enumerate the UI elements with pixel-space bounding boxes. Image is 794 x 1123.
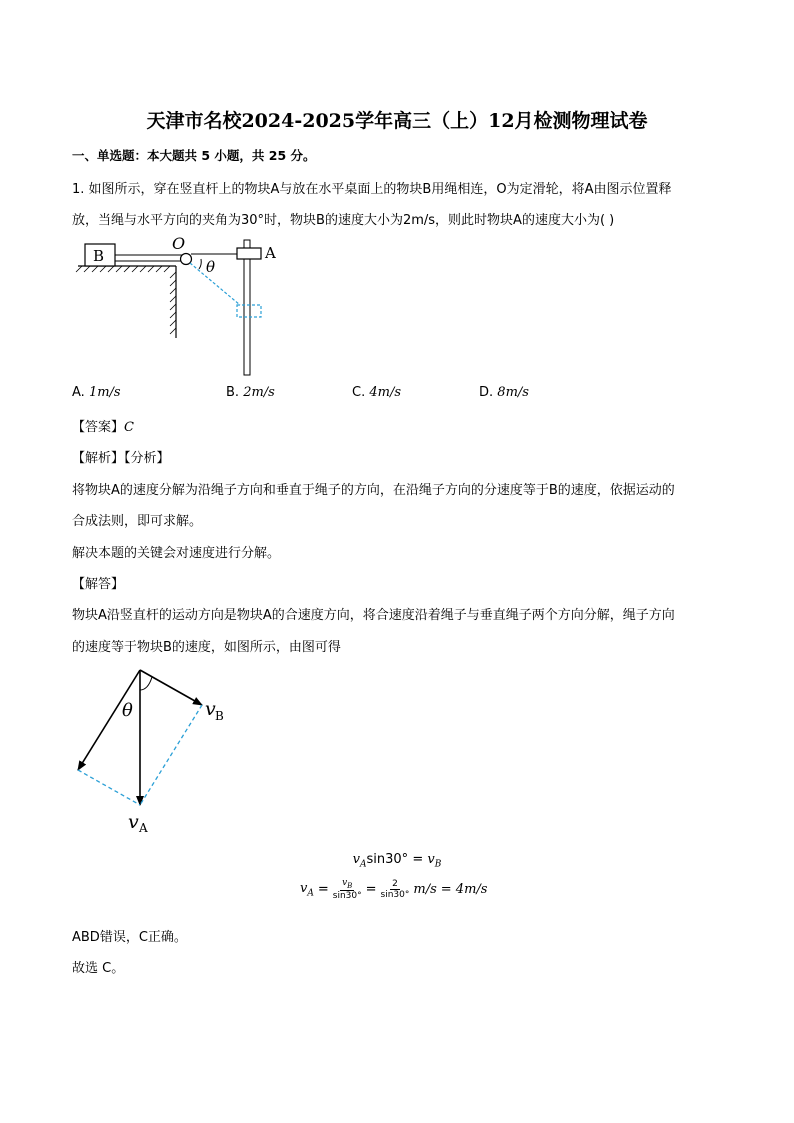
conclusion-line-1: ABD错误，C正确。: [72, 930, 187, 945]
theta-label: θ: [122, 700, 133, 721]
option-a-value: 1m/s: [88, 385, 121, 400]
solution-heading: 【解答】: [72, 577, 125, 592]
option-d-value: 8m/s: [497, 385, 529, 400]
va-subscript: A: [139, 821, 148, 835]
page-title: 天津市名校2024-2025学年高三（上）12月检测物理试卷: [146, 110, 648, 132]
analysis-line-3: 解决本题的关键会对速度进行分解。: [72, 546, 281, 561]
solution-line-1: 物块A沿竖直杆的运动方向是物块A的合速度方向，将合速度沿着绳子与垂直绳子两个方向分解，绳子方向: [72, 608, 675, 623]
option-b-letter: B.: [226, 385, 240, 400]
solution-line-2: 的速度等于物块B的速度，如图所示，由图可得: [72, 640, 341, 655]
analysis-line-1: 将物块A的速度分解为沿绳子方向和垂直于绳子的方向，在沿绳子方向的分速度等于B的速度，依据运动的: [72, 483, 675, 498]
option-d-letter: D.: [479, 385, 494, 400]
conclusion-line-2: 故选 C。: [72, 961, 125, 976]
section-heading: 一、单选题：本大题共 5 小题，共 25 分。: [72, 148, 316, 163]
dashed-line-2: [78, 770, 140, 805]
equation-2: $v_A$ = $\frac{v_B}{\sin 30^\circ}$ = $\frac{2}{\sin 30^\circ}$ m/s = 4m/s: [300, 878, 488, 901]
equation-1: $v_A\sin 30^\circ = v_B$: [352, 852, 442, 870]
answer-label: 【答案】: [72, 420, 125, 435]
vb-arrow: [140, 670, 202, 705]
label-b: B: [93, 247, 105, 265]
option-c-letter: C.: [352, 385, 366, 400]
analysis-heading: 【解析】【分析】: [72, 451, 170, 466]
option-c-value: 4m/s: [369, 385, 402, 400]
label-a: A: [265, 244, 276, 262]
vb-subscript: B: [215, 709, 224, 723]
option-a-letter: A.: [72, 385, 85, 400]
option-b-value: 2m/s: [243, 385, 275, 400]
vb-label: v: [205, 698, 216, 720]
dashed-line-1: [140, 705, 202, 805]
label-theta: θ: [206, 258, 216, 276]
question-line-1: 1. 如图所示，穿在竖直杆上的物块A与放在水平桌面上的物块B用绳相连，O为定滑轮，将A由图示位置释: [72, 182, 672, 197]
label-o: O: [172, 234, 186, 253]
analysis-line-2: 合成法则，即可求解。: [72, 514, 203, 529]
answer-value: C: [124, 420, 134, 435]
question-line-2: 放，当绳与水平方向的夹角为30°时，物块B的速度大小为2m/s，则此时物块A的速度大小为( ): [72, 213, 615, 228]
va-label: v: [128, 811, 139, 833]
